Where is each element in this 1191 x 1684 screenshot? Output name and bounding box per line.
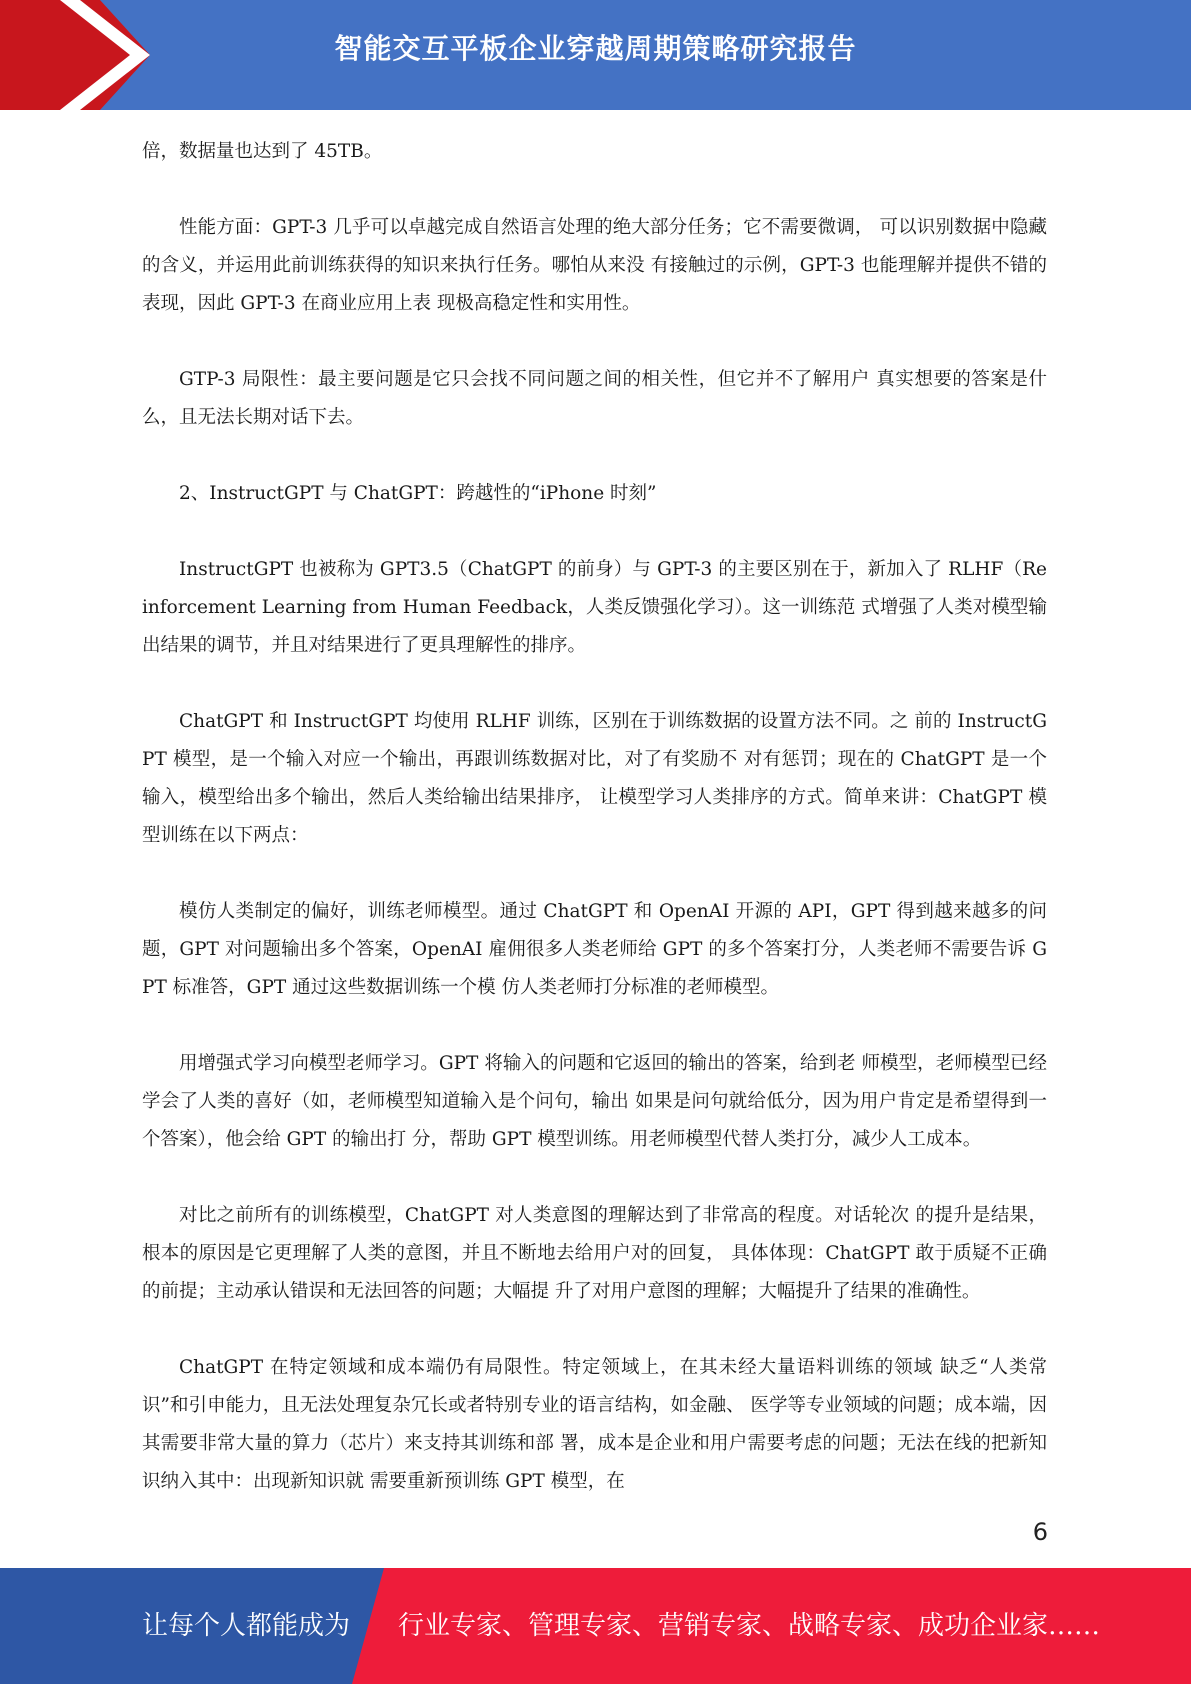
report-title: 智能交互平板企业穿越周期策略研究报告 <box>334 32 857 65</box>
paragraph-5: ChatGPT 和 InstructGPT 均使用 RLHF 训练，区别在于训练数据的设置方法不同。之 前的 InstructGPT 模型，是一个输入对应一个输出，再跟训练数据对比，对了有奖励不 对有惩罚；现在的 ChatGPT 是一个输入，模型给出多个输出，然后人类给输出结果排序， 让模型学习人类排序的方式。简单来讲：ChatGPT 模型训练在以下两点： <box>142 711 1047 846</box>
paragraph-9: ChatGPT 在特定领域和成本端仍有局限性。特定领域上，在其未经大量语料训练的领域 缺乏“人类常识”和引申能力，且无法处理复杂冗长或者特别专业的语言结构，如金融、 医学等专业领域的问题；成本端，因其需要非常大量的算力（芯片）来支持其训练和部 署，成本是企业和用户需要考虑的问题；无法在线的把新知识纳入其中：出现新知识就 需要重新预训练 GPT 模型，在 <box>142 1357 1047 1492</box>
footer-slogan-left: 让每个人都能成为 <box>142 1611 351 1641</box>
paragraph-4: InstructGPT 也被称为 GPT3.5（ChatGPT 的前身）与 GPT-3 的主要区别在于，新加入了 RLHF（Reinforcement Learning from Human Feedback，人类反馈强化学习）。这一训练范 式增强了人类对模型输出结果的调节，并且对结果进行了更具理解性的排序。 <box>142 559 1047 656</box>
paragraph-2: 性能方面：GPT-3 几乎可以卓越完成自然语言处理的绝大部分任务；它不需要微调， 可以识别数据中隐藏的含义，并运用此前训练获得的知识来执行任务。哪怕从来没 有接触过的示例，GPT-3 也能理解并提供不错的表现，因此 GPT-3 在商业应用上表 现极高稳定性和实用性。 <box>142 217 1047 314</box>
paragraph-7: 用增强式学习向模型老师学习。GPT 将输入的问题和它返回的输出的答案，给到老 师模型，老师模型已经学会了人类的喜好（如，老师模型知道输入是个问句，输出 如果是问句就给低分，因为用户肯定是希望得到一个答案），他会给 GPT 的输出打 分，帮助 GPT 模型训练。用老师模型代替人类打分，减少人工成本。 <box>142 1053 1047 1150</box>
page-body <box>142 133 1047 1539</box>
paragraph-3: GTP-3 局限性：最主要问题是它只会找不同问题之间的相关性，但它并不了解用户 真实想要的答案是什么，且无法长期对话下去。 <box>142 369 1047 428</box>
page-number: 6 <box>1032 1518 1048 1546</box>
section-heading: 2、InstructGPT 与 ChatGPT：跨越性的“iPhone 时刻” <box>179 483 657 504</box>
footer-band <box>0 1568 1191 1684</box>
header-band <box>0 0 1191 110</box>
paragraph-1: 倍，数据量也达到了 45TB。 <box>142 141 383 162</box>
footer-slogan-right: 行业专家、管理专家、营销专家、战略专家、成功企业家…… <box>398 1611 1101 1641</box>
paragraph-8: 对比之前所有的训练模型，ChatGPT 对人类意图的理解达到了非常高的程度。对话轮次 的提升是结果，根本的原因是它更理解了人类的意图，并且不断地去给用户对的回复， 具体体现：ChatGPT 敢于质疑不正确的前提；主动承认错误和无法回答的问题；大幅提 升了对用户意图的理解；大幅提升了结果的准确性。 <box>142 1205 1047 1302</box>
paragraph-6: 模仿人类制定的偏好，训练老师模型。通过 ChatGPT 和 OpenAI 开源的 API，GPT 得到越来越多的问题，GPT 对问题输出多个答案，OpenAI 雇佣很多人类老师给 GPT 的多个答案打分，人类老师不需要告诉 GPT 标准答，GPT 通过这些数据训练一个模 仿人类老师打分标准的老师模型。 <box>142 901 1047 998</box>
